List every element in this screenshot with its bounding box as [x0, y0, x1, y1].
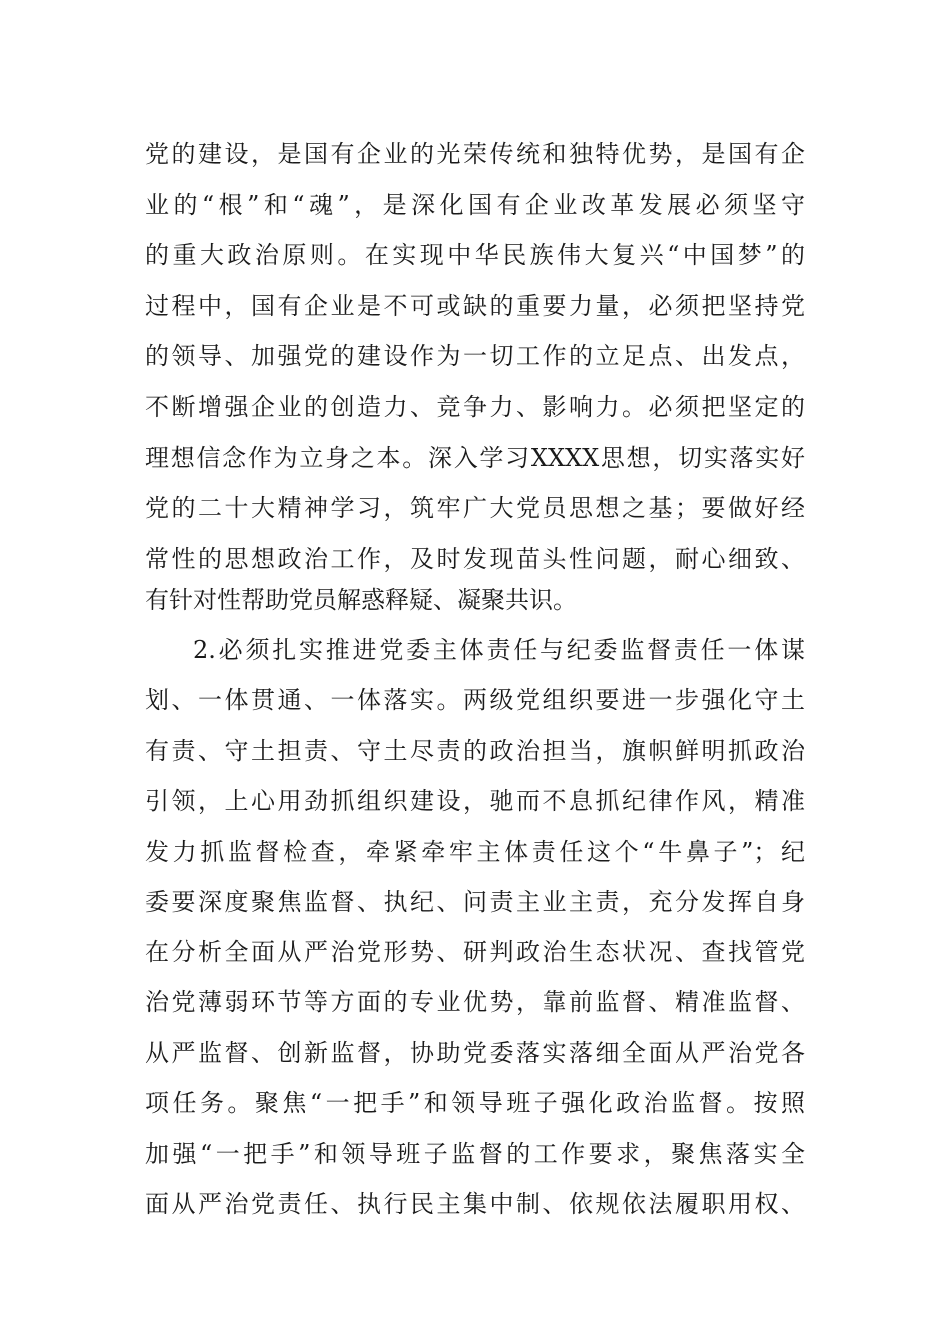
body-text-line: 治党薄弱环节等方面的专业优势，靠前监督、精准监督、 [145, 988, 805, 1016]
body-text-line: 的领导、加强党的建设作为一切工作的立足点、出发点， [145, 342, 805, 370]
body-text-line: 委要深度聚焦监督、执纪、问责主业主责，充分发挥自身 [145, 888, 805, 916]
body-text-line: 面从严治党责任、执行民主集中制、依规依法履职用权、 [145, 1190, 805, 1218]
body-text-line: 常性的思想政治工作，及时发现苗头性问题，耐心细致、 [145, 545, 805, 573]
body-text-line: 划、一体贯通、一体落实。两级党组织要进一步强化守土 [145, 686, 805, 714]
body-text-line: 不断增强企业的创造力、竞争力、影响力。必须把坚定的 [145, 393, 805, 421]
body-text-line: 过程中，国有企业是不可或缺的重要力量，必须把坚持党 [145, 292, 805, 320]
body-text-line: 理想信念作为立身之本。深入学习XXXX思想，切实落实好 [145, 444, 805, 472]
body-text-line: 从严监督、创新监督，协助党委落实落细全面从严治党各 [145, 1039, 805, 1067]
body-text-line: 有责、守土担责、守土尽责的政治担当，旗帜鲜明抓政治 [145, 737, 805, 765]
body-text-line: 引领，上心用劲抓组织建设，驰而不息抓纪律作风，精准 [145, 787, 805, 815]
body-text-line: 党的建设，是国有企业的光荣传统和独特优势，是国有企 [145, 140, 805, 168]
body-text-line: 有针对性帮助党员解惑释疑、凝聚共识。 [145, 586, 577, 614]
body-text-line: 的重大政治原则。在实现中华民族伟大复兴“中国梦”的 [145, 241, 805, 269]
body-text-line: 项任务。聚焦“一把手”和领导班子强化政治监督。按照 [145, 1089, 805, 1117]
paragraph-heading-line: 2.必须扎实推进党委主体责任与纪委监督责任一体谋 [193, 636, 805, 664]
body-text-line: 加强“一把手”和领导班子监督的工作要求，聚焦落实全 [145, 1140, 805, 1168]
body-text-line: 在分析全面从严治党形势、研判政治生态状况、查找管党 [145, 938, 805, 966]
body-text-line: 党的二十大精神学习，筑牢广大党员思想之基；要做好经 [145, 494, 805, 522]
body-text-line: 发力抓监督检查，牵紧牵牢主体责任这个“牛鼻子”；纪 [145, 838, 805, 866]
body-text-line: 业的“根”和“魂”，是深化国有企业改革发展必须坚守 [145, 191, 805, 219]
